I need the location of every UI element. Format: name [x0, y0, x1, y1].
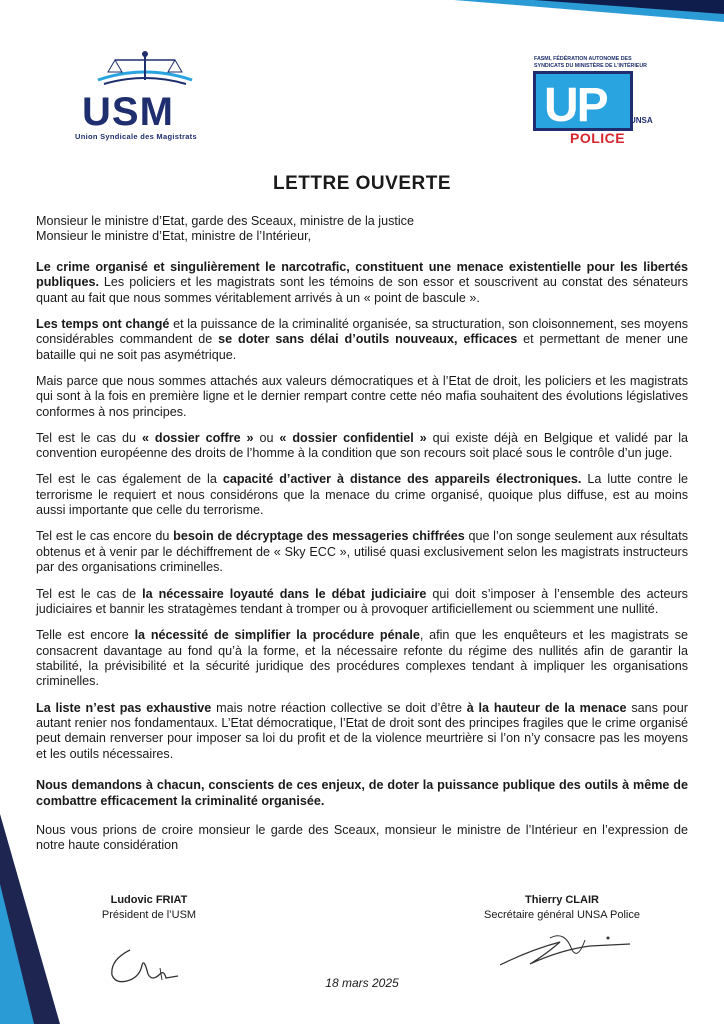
- signatory-name: Ludovic FRIAT: [110, 894, 188, 906]
- signature-block-left: [84, 893, 214, 923]
- up-logo-header: FASMI, FÉDÉRATION AUTONOME DES SYNDICATS DU MINISTÈRE DE L'INTÉRIEUR: [534, 56, 647, 69]
- up-logo-box: [533, 71, 633, 131]
- up-logo-unsa: UNSA: [630, 116, 653, 125]
- paragraph-10: Nous demandons à chacun, conscients de ces enjeux, de doter la puissance publique des outils à même de combattre efficacement la criminalité organisée.: [36, 778, 688, 808]
- signatory-role: Secrétaire général UNSA Police: [484, 909, 640, 921]
- usm-logo: [70, 50, 240, 150]
- salutation: [36, 214, 688, 245]
- paragraph-4: Tel est le cas du « dossier coffre » ou « dossier confidentiel » qui existe déjà en Belgique et validé par la convention européenne des droits de l’homme à la condition que son recours soit placé sous le contrôle d’un juge.: [36, 430, 688, 461]
- paragraph-5: Tel est le cas également de la capacité d’activer à distance des appareils électroniques. La lutte contre le terrorisme le requiert et nous considérons que la menace du crime organisé, quoique plus diffuse, est au moins aussi importante que celle du terrorisme.: [36, 472, 688, 518]
- salutation-line: Monsieur le ministre d’Etat, garde des Sceaux, ministre de la justice: [36, 214, 414, 228]
- scales-icon: [90, 50, 200, 92]
- usm-logo-subtitle: Union Syndicale des Magistrats: [75, 132, 197, 141]
- paragraph-6: Tel est le cas encore du besoin de décryptage des messageries chiffrées que l’on songe seulement aux résultats obtenus et à venir par le déchiffrement de « Sky ECC », utilisé quasi exclusivement selon les magistrats instructeurs par des organisations criminelles.: [36, 529, 688, 575]
- paragraph-8: Telle est encore la nécessité de simplifier la procédure pénale, afin que les enquêteurs et les magistrats se consacrent davantage au fond qu’à la forme, et la nécessaire refonte du régime des nullités afin de garantir la stabilité, la prévisibilité et la sécurité juridique des procédures complexes tendant à impliquer les organisations criminelles.: [36, 628, 688, 689]
- paragraph-11: Nous vous prions de croire monsieur le garde des Sceaux, monsieur le ministre de l’Intérieur en l’expression de notre haute considération: [36, 822, 688, 853]
- usm-logo-text: USM: [82, 90, 174, 134]
- signature-image-right: [490, 920, 640, 975]
- corner-decoration-bottom-left-light: [0, 884, 34, 1024]
- letter-title: LETTRE OUVERTE: [272, 173, 451, 194]
- salutation-line: Monsieur le ministre d’Etat, ministre de l’Intérieur,: [36, 229, 312, 244]
- signatory-role: Président de l’USM: [101, 909, 197, 921]
- up-police-logo: [530, 56, 660, 152]
- letter-date: 18 mars 2025: [325, 976, 399, 990]
- signature-block-right: [472, 893, 652, 923]
- up-logo-letters: UP: [544, 79, 607, 132]
- paragraph-2: Les temps ont changé et la puissance de la criminalité organisée, sa structuration, son cloisonnement, ses moyens considérables commandent de se doter sans délai d’outils nouveaux, efficaces et permettant de mener une bataille qui ne soit pas asymétrique.: [36, 316, 689, 362]
- up-logo-police: POLICE: [570, 130, 626, 146]
- paragraph-9: La liste n’est pas exhaustive mais notre réaction collective se doit d’être à la hauteur de la menace sans pour autant renier nos fondamentaux. L’Etat démocratique, l’Etat de droit sont des principes fragiles que le crime organisé peut demain renverser pour imposer sa loi du profit et de la violence meurtrière si l’on n’y consacre pas les moyens et les outils nécessaires.: [36, 700, 688, 761]
- paragraph-1: Le crime organisé et singulièrement le narcotrafic, constituent une menace existentielle pour les libertés publiques. Les policiers et les magistrats sont les témoins de son essor et souscrivent au constat des sénateurs quant au fait que nous sommes véritablement arrivés à un « point de bascule ».: [36, 259, 688, 305]
- corner-decoration-top-right-dark: [534, 0, 724, 14]
- letter-body: [36, 214, 688, 865]
- paragraph-3: Mais parce que nous sommes attachés aux valeurs démocratiques et à l’Etat de droit, les policiers et les magistrats qui sont à la fois en première ligne et le dernier rempart contre cette néo mafia souhaitent des évolutions législatives conformes à nos principes.: [36, 373, 688, 419]
- signatory-name: Thierry CLAIR: [525, 894, 599, 906]
- paragraph-7: Tel est le cas de la nécessaire loyauté dans le débat judiciaire qui doit s’imposer à l’ensemble des acteurs judiciaires et bannir les stratagèmes tendant à tromper ou à provoquer artificiellement ou sciemment une nullité.: [36, 586, 688, 616]
